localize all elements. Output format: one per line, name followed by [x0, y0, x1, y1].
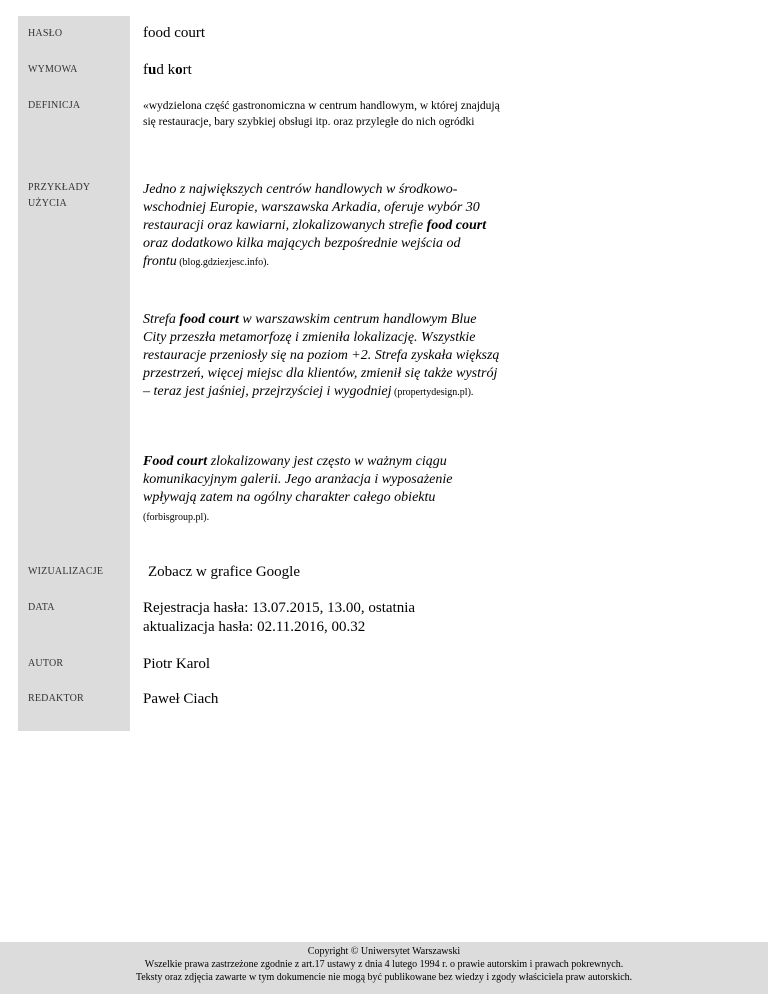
example-end: . — [206, 512, 210, 523]
label-haslo: HASŁO — [28, 28, 63, 39]
example-2 — [143, 311, 503, 402]
example-term: Food court — [143, 454, 208, 469]
example-text: zlokalizowany jest często w ważnym ciągu komunikacyjnym galerii. Jego aranżacja i wyposażenie wpływają zatem na ogólny charakter całego obiektu — [143, 454, 453, 505]
value-redaktor: Paweł Ciach — [143, 691, 219, 707]
example-source: (propertydesign.pl) — [391, 387, 471, 398]
example-text: oraz dodatkowo kilka mających bezpośrednie wejścia od frontu — [143, 236, 461, 269]
footer-line: Copyright © Uniwersytet Warszawski — [307, 946, 461, 957]
label-definicja: DEFINICJA — [28, 100, 81, 111]
example-term: food court — [179, 312, 239, 327]
footer-line: Teksty oraz zdjęcia zawarte w tym dokumencie nie mogą być publikowane bez wiedzy i zgody właściciela praw autorskich. — [135, 972, 633, 983]
example-term: food court — [426, 218, 487, 233]
wymowa-part: f — [143, 62, 148, 78]
example-text: Strefa — [143, 312, 180, 327]
label-column — [18, 16, 130, 731]
example-end: . — [470, 387, 474, 398]
example-end: . — [266, 257, 269, 268]
example-source: (forbisgroup.pl) — [143, 512, 207, 523]
label-autor: AUTOR — [28, 658, 64, 669]
value-wymowa — [143, 61, 513, 80]
example-3 — [143, 453, 498, 527]
label-wizualizacje: WIZUALIZACJE — [28, 566, 104, 577]
copyright-footer — [0, 942, 768, 994]
value-data: Rejestracja hasła: 13.07.2015, 13.00, ostatnia aktualizacja hasła: 02.11.2016, 00.32 — [143, 600, 416, 635]
value-autor: Piotr Karol — [143, 656, 211, 672]
label-wymowa: WYMOWA — [28, 64, 78, 75]
label-redaktor: REDAKTOR — [28, 693, 84, 704]
value-definicja: «wydzielona część gastronomiczna w centrum handlowym, w której znajdują się restauracje, bary szybkiej obsługi itp. oraz przyległe do nich ogródki — [143, 100, 500, 128]
google-images-link[interactable]: Zobacz w grafice Google — [148, 564, 301, 580]
example-1 — [143, 181, 493, 272]
footer-line: Wszelkie prawa zastrzeżone zgodnie z art.17 ustawy z dnia 4 lutego 1994 r. o prawie autorskim i prawach pokrewnych. — [144, 959, 624, 970]
label-data: DATA — [28, 602, 55, 613]
wymowa-part: d k — [156, 62, 176, 78]
dictionary-entry — [18, 16, 768, 731]
wymowa-stress: u — [148, 62, 157, 78]
wymowa-part: rt — [182, 62, 192, 78]
example-source: (blog.gdziezjesc.info) — [176, 257, 267, 268]
label-przyklady: PRZYKŁADY UŻYCIA — [28, 182, 90, 209]
example-text: w warszawskim centrum handlowym Blue City przeszła metamorfozę i zmieniła lokalizację. Wszystkie restauracje przeniosły się na poziom +2. Strefa zyskała większą przestrzeń, więcej miejsc dla klientów, zmienił się także wystrój – teraz jest jaśniej, przejrzyściej i wygodniej — [143, 312, 500, 399]
wymowa-stress: o — [175, 62, 183, 78]
value-haslo: food court — [143, 25, 206, 41]
example-text: Jedno z największych centrów handlowych w środkowo-wschodniej Europie, warszawska Arkadia, oferuje wybór 30 restauracji oraz kawiarni, zlokalizowanych strefie — [143, 182, 480, 233]
